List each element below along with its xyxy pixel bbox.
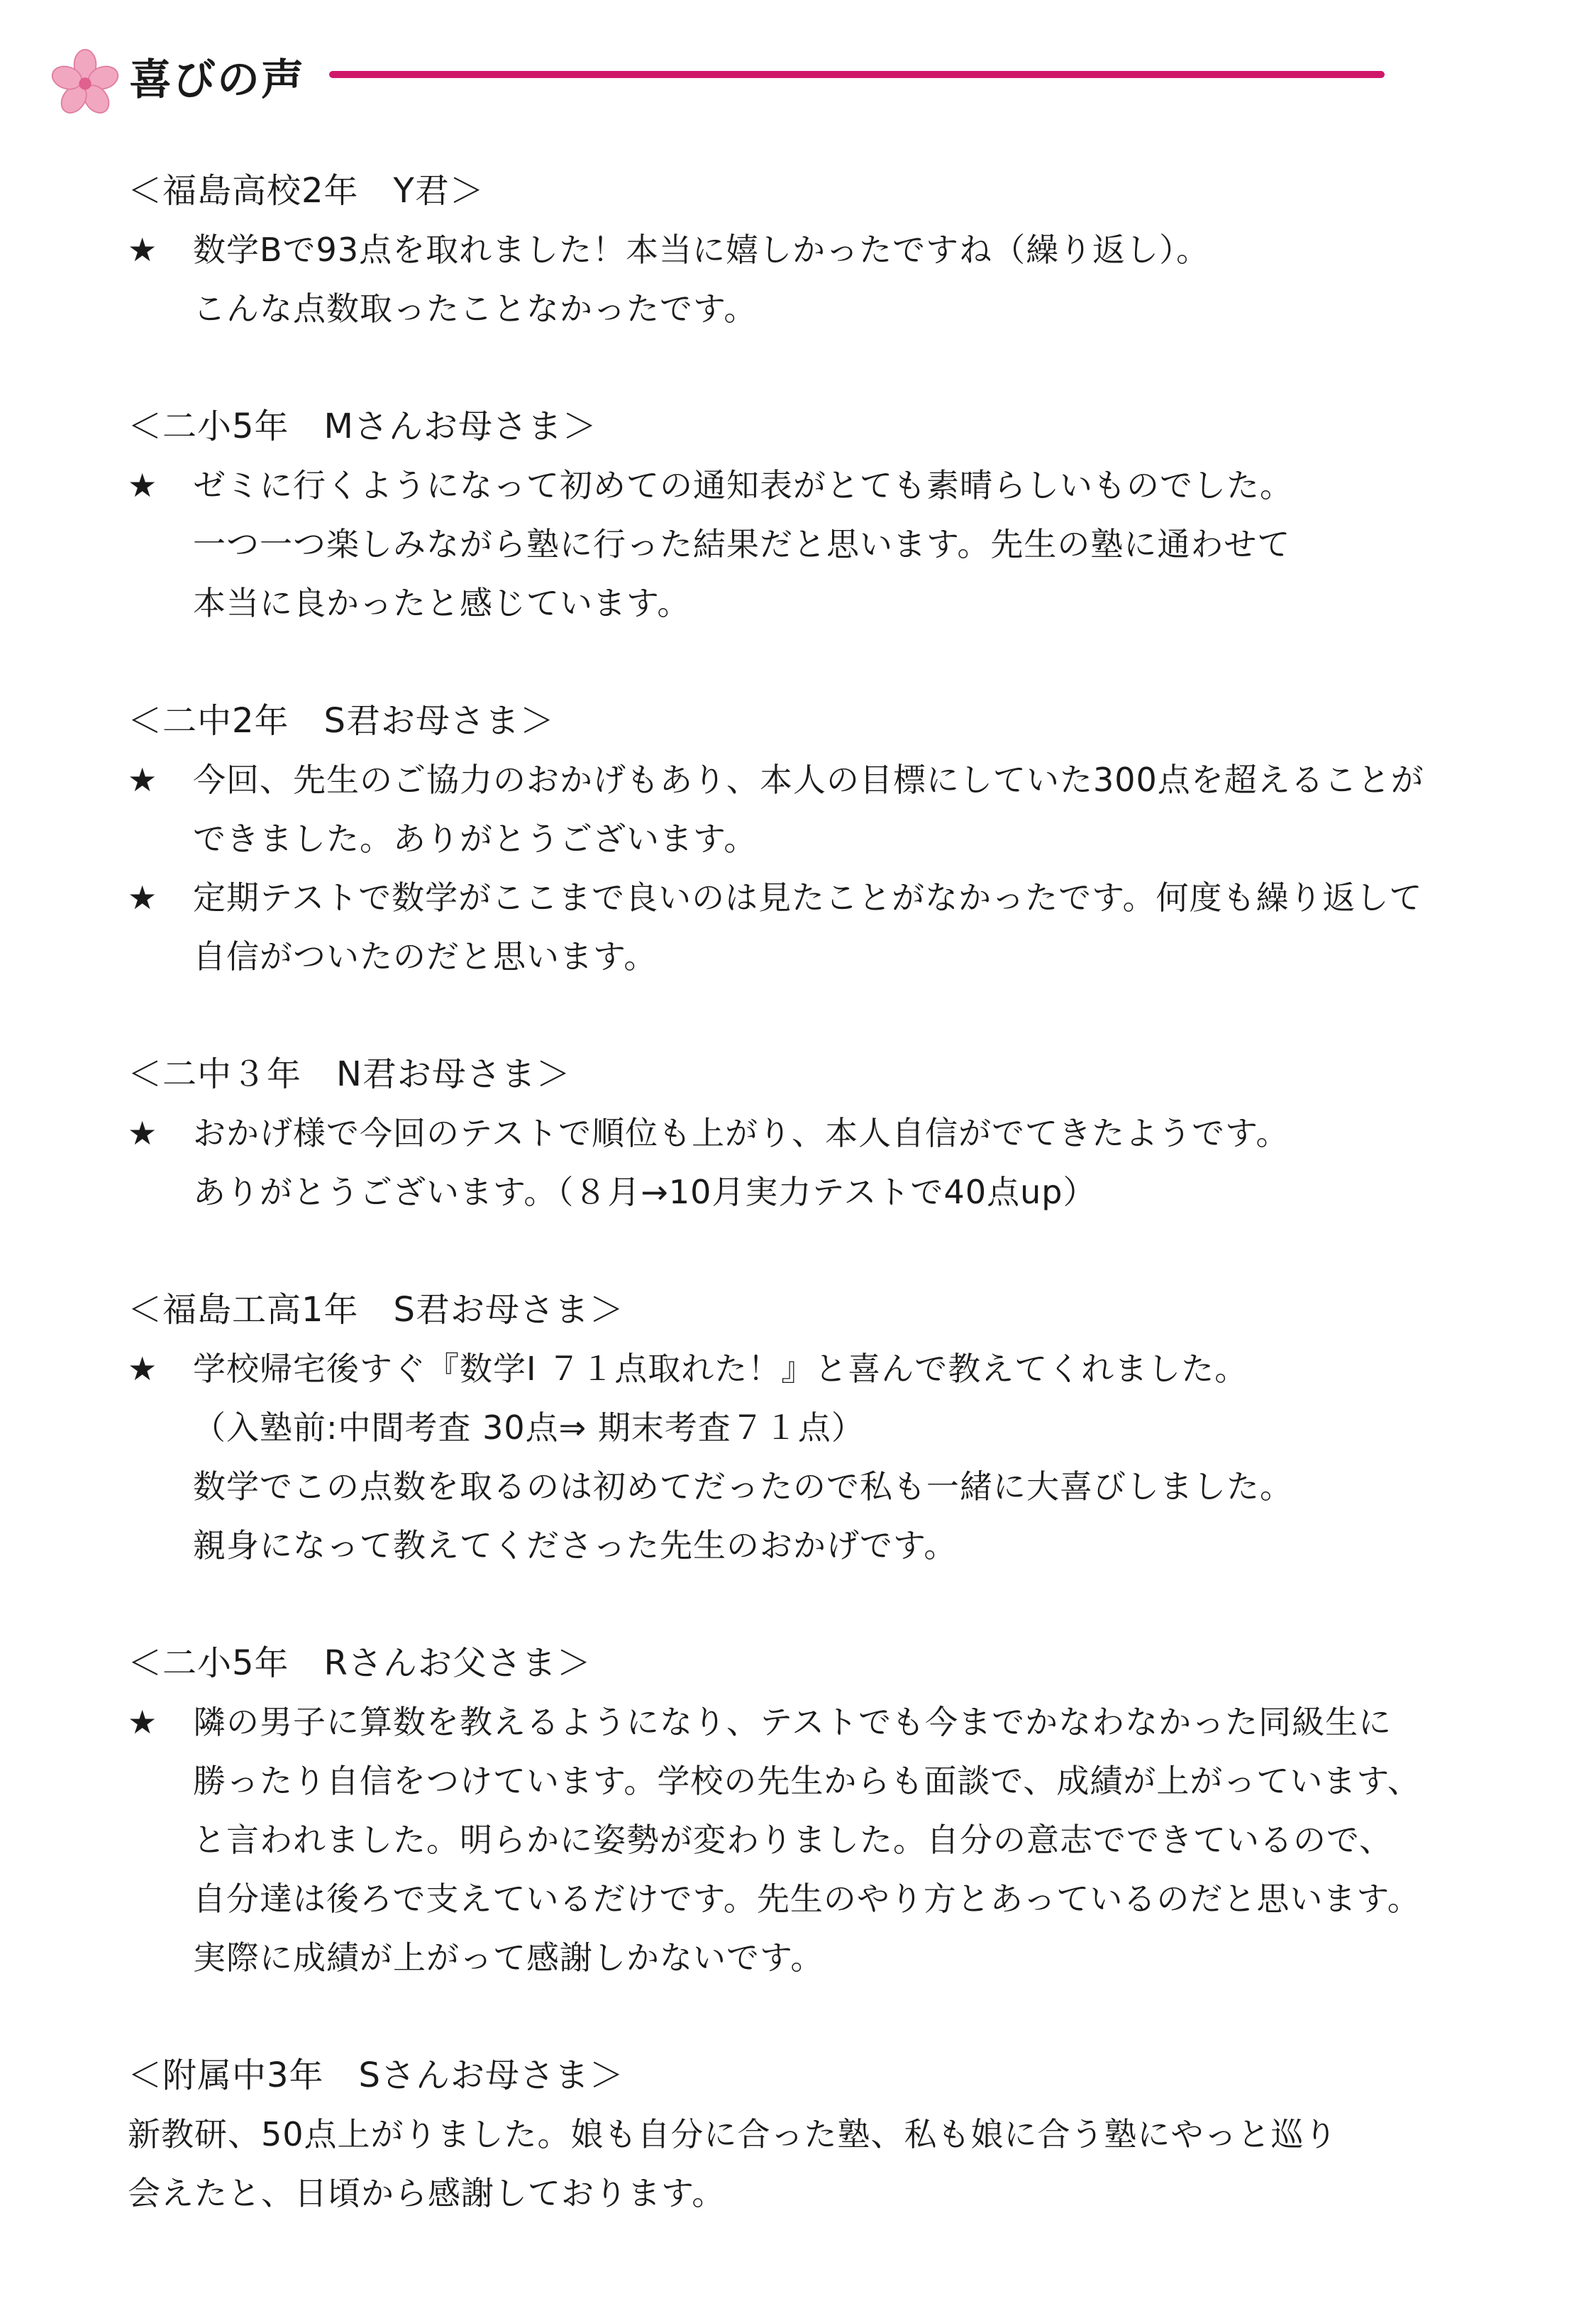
testimonial-item [128,868,1461,986]
text-line: 新教研、50点上がりました。娘も自分に合った塾、私も娘に合う塾にやっと巡り [128,2115,1338,2153]
text-line: できました。ありがとうございます。 [193,820,758,858]
star-bullet-icon: ★ [128,761,157,799]
testimonials-list [128,162,1461,2282]
testimonial-section [128,1634,1461,1987]
section-title: ＜二中３年 N君お母さま＞ [128,1054,571,1094]
testimonial-item [128,1340,1461,1575]
title-rule [329,71,1385,78]
text-line: おかげ様で今回のテストで順位も上がり、本人自信がでてきたようです。 [193,1114,1290,1152]
text-line: 学校帰宅後すぐ『数学Ⅰ ７１点取れた！』と喜んで教えてくれました。 [193,1350,1248,1388]
page-title: 喜びの声 [129,55,305,105]
text-line: 勝ったり自信をつけています。学校の先生からも面談で、成績が上がっています、 [193,1762,1421,1800]
testimonial-text [128,1693,1461,1987]
text-line: 数学でこの点数を取るのは初めてだったので私も一緒に大喜びしました。 [193,1467,1293,1506]
text-line: 定期テストで数学がここまで良いのは見たことがなかったです。何度も繰り返して [193,878,1423,917]
testimonial-item [128,221,1461,338]
testimonial-section [128,1281,1461,1575]
testimonial-section [128,1045,1461,1222]
text-line: 自分達は後ろで支えているだけです。先生のやり方とあっているのだと思います。 [193,1880,1421,1918]
star-bullet-icon: ★ [128,231,157,269]
text-line: こんな点数取ったことなかったです。 [193,289,758,328]
section-title: ＜福島工高1年 S君お母さま＞ [128,1290,625,1330]
text-line: ありがとうございます。（８月→10月実力テストで40点up） [193,1173,1097,1211]
star-bullet-icon: ★ [128,878,157,917]
testimonial-text [128,221,1461,338]
star-bullet-icon: ★ [128,1703,157,1741]
text-line: 数学Bで93点を取れました！本当に嬉しかったですね（繰り返し）。 [193,231,1210,269]
section-title: ＜二小5年 Rさんお父さま＞ [128,1643,592,1683]
text-line: 実際に成績が上がって感謝しかないです。 [193,1938,824,1977]
testimonial-text [128,456,1461,633]
testimonial-item [128,1104,1461,1222]
testimonial-item [128,456,1461,633]
testimonial-text [128,751,1461,868]
testimonial-section [128,692,1461,986]
text-line: 隣の男子に算数を教えるようになり、テストでも今までかなわなかった同級生に [193,1703,1392,1741]
testimonial-text [128,1340,1461,1575]
text-line: 本当に良かったと感じています。 [193,584,691,622]
testimonial-item [128,751,1461,868]
text-line: 一つ一つ楽しみながら塾に行った結果だと思います。先生の塾に通わせて [193,525,1291,563]
star-bullet-icon: ★ [128,466,157,504]
testimonial-text [128,868,1461,986]
testimonial-item [128,1693,1461,1987]
text-line: 今回、先生のご協力のおかげもあり、本人の目標にしていた300点を超えることが [193,761,1424,799]
page-header [51,43,1385,121]
testimonial-text [128,2105,1461,2223]
sakura-flower-icon [51,48,119,116]
section-title: ＜附属中3年 Sさんお母さま＞ [128,2056,625,2095]
text-line: ゼミに行くようになって初めての通知表がとても素晴らしいものでした。 [193,466,1293,504]
text-line: （入塾前:中間考査 30点⇒ 期末考査７１点） [193,1408,865,1447]
text-line: 会えたと、日頃から感謝しております。 [128,2174,726,2212]
text-line: と言われました。明らかに姿勢が変わりました。自分の意志でできているので、 [193,1821,1393,1859]
star-bullet-icon: ★ [128,1350,157,1388]
section-title: ＜福島高校2年 Y君＞ [128,171,484,211]
testimonial-section [128,397,1461,633]
testimonial-section [128,162,1461,338]
section-title: ＜二中2年 S君お母さま＞ [128,701,555,741]
testimonial-item [128,2105,1461,2223]
text-line: 親身になって教えてくださった先生のおかげです。 [193,1526,958,1565]
star-bullet-icon: ★ [128,1114,157,1152]
testimonial-section [128,2046,1461,2223]
section-title: ＜二小5年 Mさんお母さま＞ [128,407,597,446]
text-line: 自信がついたのだと思います。 [193,937,658,976]
testimonial-text [128,1104,1461,1222]
